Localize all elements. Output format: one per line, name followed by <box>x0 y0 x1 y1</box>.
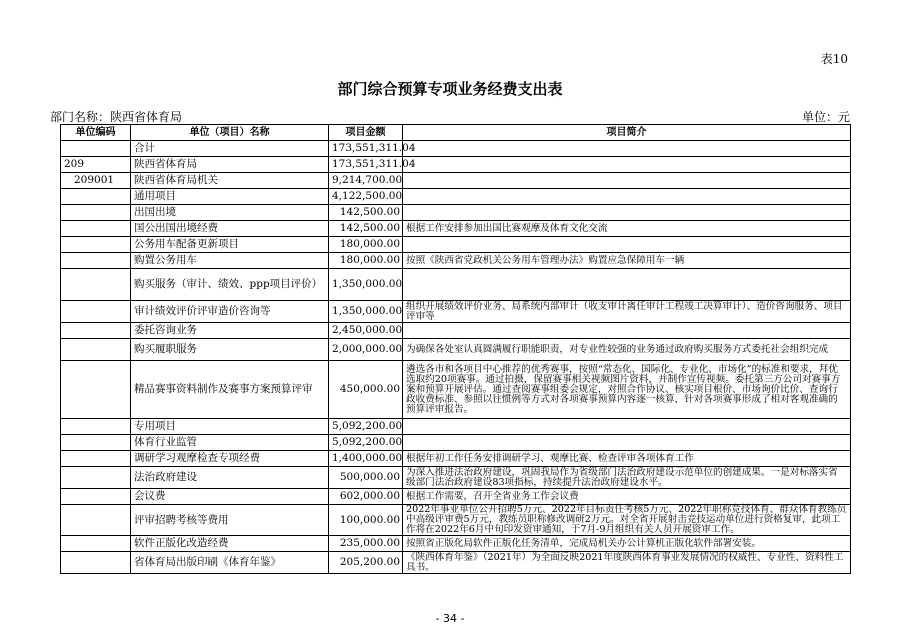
row-unit-code <box>61 141 131 157</box>
row-unit-name: 陕西省体育局机关 <box>131 173 329 189</box>
row-intro: 为确保各处室认真圆满履行职能职责，对专业性较强的业务通过政府购买服务方式委托社会组织完成 <box>403 339 851 361</box>
row-unit-code <box>61 536 131 552</box>
row-unit-name: 通用项目 <box>131 189 329 205</box>
row-amount: 5,092,200.00 <box>329 419 403 435</box>
table-row <box>61 323 851 339</box>
row-intro <box>403 189 851 205</box>
row-intro: 根据年初工作任务安排调研学习、观摩比赛、检查评审各项体育工作 <box>403 451 851 467</box>
row-amount: 173,551,311.04 <box>329 157 403 173</box>
row-unit-name: 体育行业监管 <box>131 435 329 451</box>
row-unit-name: 购买服务（审计、绩效、ppp项目评价） <box>131 269 329 301</box>
table-row <box>61 505 851 536</box>
table-row <box>61 141 851 157</box>
table-row <box>61 301 851 323</box>
row-amount: 602,000.00 <box>329 489 403 505</box>
row-unit-code <box>61 269 131 301</box>
table-header-row <box>61 125 851 141</box>
row-intro <box>403 205 851 221</box>
row-intro <box>403 157 851 173</box>
table-row <box>61 237 851 253</box>
table-row <box>61 435 851 451</box>
row-amount: 1,400,000.00 <box>329 451 403 467</box>
row-amount: 1,350,000.00 <box>329 269 403 301</box>
row-unit-name: 公务用车配备更新项目 <box>131 237 329 253</box>
row-amount: 4,122,500.00 <box>329 189 403 205</box>
row-unit-name: 软件正版化改造经费 <box>131 536 329 552</box>
row-unit-code <box>61 189 131 205</box>
row-intro <box>403 173 851 189</box>
row-intro <box>403 435 851 451</box>
row-unit-code <box>61 489 131 505</box>
table-number: 表10 <box>820 52 848 66</box>
row-amount: 500,000.00 <box>329 467 403 489</box>
row-amount: 5,092,200.00 <box>329 435 403 451</box>
row-unit-name: 省体育局出版印刷《体育年鉴》 <box>131 552 329 574</box>
row-unit-code <box>61 505 131 536</box>
row-unit-name: 委托咨询业务 <box>131 323 329 339</box>
row-unit-code <box>61 467 131 489</box>
table-row <box>61 253 851 269</box>
row-unit-code <box>61 339 131 361</box>
row-intro: 按照省正版化局软件正版化任务清单，完成局机关办公计算机正版化软件部署安装。 <box>403 536 851 552</box>
row-unit-code <box>61 237 131 253</box>
row-unit-name: 审计绩效评价评审造价咨询等 <box>131 301 329 323</box>
row-intro: 根据工作安排参加出国比赛观摩及体育文化交流 <box>403 221 851 237</box>
row-unit-code <box>61 205 131 221</box>
row-intro: 2022年事业单位公开招聘5万元、2022年目标责任考核5万元、2022年职称竞技体育、群众体育教练员中高级评审费5万元，教练员职称修改调研2万元。对全省开展射击竞技运动单位进行资格复审，此项工作将在2022年6月中旬印发资审通知，于7月-9月组织有关人员开展资审工作。 <box>403 505 851 536</box>
row-amount: 9,214,700.00 <box>329 173 403 189</box>
row-amount: 235,000.00 <box>329 536 403 552</box>
row-unit-name: 出国出境 <box>131 205 329 221</box>
row-amount: 173,551,311.04 <box>329 141 403 157</box>
expense-table <box>60 124 851 574</box>
table-row <box>61 221 851 237</box>
row-unit-code: 209 <box>61 157 131 173</box>
table-row <box>61 419 851 435</box>
row-intro: 为深入推进法治政府建设，巩固我局作为省级部门法治政府建设示范单位的创建成果。一是对标落实省级部门法治政府建设83项指标，持续提升法治政府建设水平。 <box>403 467 851 489</box>
row-unit-name: 专用项目 <box>131 419 329 435</box>
row-unit-name: 购买履职服务 <box>131 339 329 361</box>
table-row <box>61 361 851 419</box>
table-row <box>61 552 851 574</box>
row-amount: 1,350,000.00 <box>329 301 403 323</box>
row-amount: 2,000,000.00 <box>329 339 403 361</box>
row-unit-name: 评审招聘考核等费用 <box>131 505 329 536</box>
row-amount: 450,000.00 <box>329 361 403 419</box>
row-unit-code <box>61 301 131 323</box>
row-amount: 100,000.00 <box>329 505 403 536</box>
table-row <box>61 339 851 361</box>
row-intro <box>403 237 851 253</box>
row-amount: 142,500.00 <box>329 221 403 237</box>
row-amount: 180,000.00 <box>329 237 403 253</box>
row-intro: 根据工作需要，召开全省业务工作会议费 <box>403 489 851 505</box>
table-row <box>61 269 851 301</box>
row-unit-code: 209001 <box>61 173 131 189</box>
row-unit-code <box>61 221 131 237</box>
row-unit-name: 调研学习观摩检查专项经费 <box>131 451 329 467</box>
row-amount: 2,450,000.00 <box>329 323 403 339</box>
table-row <box>61 157 851 173</box>
row-unit-code <box>61 253 131 269</box>
row-unit-code <box>61 419 131 435</box>
header-unit-name: 单位（项目）名称 <box>131 125 329 141</box>
table-row <box>61 189 851 205</box>
table-row <box>61 205 851 221</box>
header-unit-code: 单位编码 <box>61 125 131 141</box>
page-number: - 34 - <box>435 612 465 625</box>
unit-label: 单位：元 <box>801 110 850 124</box>
header-amount: 项目金额 <box>329 125 403 141</box>
table-row <box>61 536 851 552</box>
department-name: 部门名称：陕西省体育局 <box>50 110 183 124</box>
row-unit-code <box>61 361 131 419</box>
row-unit-name: 精品赛事资料制作及赛事方案预算评审 <box>131 361 329 419</box>
row-intro <box>403 323 851 339</box>
row-amount: 142,500.00 <box>329 205 403 221</box>
table-row <box>61 467 851 489</box>
row-unit-code <box>61 451 131 467</box>
row-unit-name: 合计 <box>131 141 329 157</box>
row-unit-code <box>61 323 131 339</box>
row-amount: 205,200.00 <box>329 552 403 574</box>
row-unit-code <box>61 435 131 451</box>
row-intro <box>403 269 851 301</box>
row-unit-code <box>61 552 131 574</box>
row-intro: 组织开展绩效评价业务、局系统内部审计（收支审计离任审计工程竣工决算审计）、造价咨询服务、项目评审等 <box>403 301 851 323</box>
row-intro: 遴选各市和各项目中心推荐的优秀赛事，按照“常态化、国际化、专业化、市场化”的标准和要求，拜优选取约20项赛事。通过拍摄，保留赛事相关视频图片资料，并制作宣传视频。委托第三方公司对赛事方案和预算开展评估。通过查阅赛事组委会规定，对照合作协议、核实项目根价、市场询价比价、查询行政收费标准、参照以往惯例等方式对各项赛事预算内容逐一核算，针对各项赛事形成了相对客观准确的预算评审报告。 <box>403 361 851 419</box>
row-intro <box>403 419 851 435</box>
table-row <box>61 451 851 467</box>
row-unit-name: 购置公务用车 <box>131 253 329 269</box>
row-unit-name: 国公出国出境经费 <box>131 221 329 237</box>
row-intro <box>403 141 851 157</box>
row-amount: 180,000.00 <box>329 253 403 269</box>
row-unit-name: 陕西省体育局 <box>131 157 329 173</box>
table-row <box>61 173 851 189</box>
row-intro: 《陕西体育年鉴》（2021年）为全面反映2021年度陕西体育事业发展情况的权威性、专业性、资料性工具书。 <box>403 552 851 574</box>
row-intro: 按照《陕西省党政机关公务用车管理办法》购置应急保障用车一辆 <box>403 253 851 269</box>
table-row <box>61 489 851 505</box>
page-title: 部门综合预算专项业务经费支出表 <box>337 80 563 98</box>
row-unit-name: 法治政府建设 <box>131 467 329 489</box>
header-intro: 项目简介 <box>403 125 851 141</box>
row-unit-name: 会议费 <box>131 489 329 505</box>
